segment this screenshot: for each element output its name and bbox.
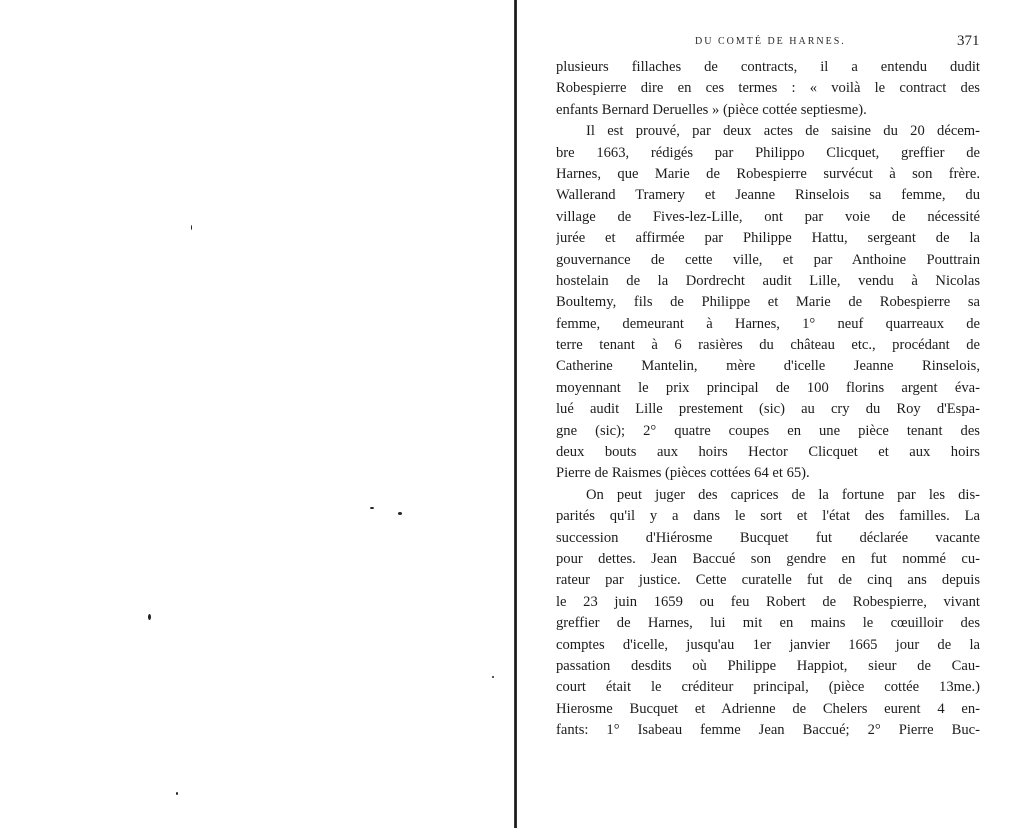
- text-line: pour dettes. Jean Baccué son gendre en fut nommé cu-: [556, 550, 980, 567]
- text-line: Hierosme Bucquet et Adrienne de Chelers eurent 4 en-: [556, 700, 980, 717]
- text-line: moyennant le prix principal de 100 florins argent éva-: [556, 379, 980, 396]
- text-line: court était le créditeur principal, (pièce cottée 13me.): [556, 679, 980, 696]
- text-line: le 23 juin 1659 ou feu Robert de Robespierre, vivant: [556, 593, 980, 610]
- ink-speck: [398, 512, 402, 515]
- text-line: lué audit Lille prestement (sic) au cry du Roy d'Espa-: [556, 401, 980, 418]
- text-line: Catherine Mantelin, mère d'icelle Jeanne Rinselois,: [556, 358, 980, 375]
- ink-speck: [370, 507, 374, 509]
- text-line: femme, demeurant à Harnes, 1° neuf quarreaux de: [556, 315, 980, 332]
- text-line: comptes d'icelle, jusqu'au 1er janvier 1665 jour de la: [556, 636, 980, 653]
- text-line: terre tenant à 6 rasières du château etc., procédant de: [556, 337, 980, 354]
- text-line: deux bouts aux hoirs Hector Clicquet et aux hoirs: [556, 444, 980, 461]
- ink-speck: [176, 792, 178, 795]
- text-line: Boultemy, fils de Philippe et Marie de Robespierre sa: [556, 294, 980, 311]
- text-line: enfants Bernard Deruelles » (pièce cottée septiesme).: [556, 101, 867, 118]
- text-line: Pierre de Raismes (pièces cottées 64 et 65).: [556, 465, 810, 482]
- text-line: plusieurs fillaches de contracts, il a entendu dudit: [556, 59, 980, 75]
- text-line: gne (sic); 2° quatre coupes en une pièce tenant des: [556, 422, 980, 439]
- body-text: [556, 57, 980, 742]
- text-line: succession d'Hiérosme Bucquet fut déclarée vacante: [556, 529, 980, 546]
- text-line: village de Fives-lez-Lille, ont par voie de nécessité: [556, 208, 980, 225]
- text-line: greffier de Harnes, lui mit en mains le cœuilloir des: [556, 615, 980, 632]
- page-number: 371: [957, 33, 980, 49]
- text-line: Harnes, que Marie de Robespierre survécut à son frère.: [556, 165, 980, 182]
- text-line: gouvernance de cette ville, et par Anthoine Pouttrain: [556, 251, 980, 268]
- text-line: bre 1663, rédigés par Philippo Clicquet, greffier de: [556, 144, 980, 161]
- text-line: Il est prouvé, par deux actes de saisine du 20 décem-: [586, 123, 980, 140]
- ink-speck: [148, 614, 151, 620]
- text-line: Robespierre dire en ces termes : « voilà le contract des: [556, 80, 980, 97]
- text-line: On peut juger des caprices de la fortune par les dis-: [586, 486, 980, 503]
- ink-speck: [191, 225, 192, 230]
- text-line: jurée et affirmée par Philippe Hattu, sergeant de la: [556, 230, 980, 247]
- text-line: fants: 1° Isabeau femme Jean Baccué; 2° Pierre Buc-: [556, 722, 980, 739]
- text-line: Wallerand Tramery et Jeanne Rinselois sa femme, du: [556, 187, 980, 204]
- ink-speck: [492, 676, 494, 678]
- text-line: rateur par justice. Cette curatelle fut de cinq ans depuis: [556, 572, 980, 589]
- text-line: passation desdits où Philippe Happiot, sieur de Cau-: [556, 657, 980, 674]
- right-page: [517, 0, 1024, 828]
- text-line: hostelain de la Dordrecht audit Lille, vendu à Nicolas: [556, 272, 980, 289]
- text-line: parités qu'il y a dans le sort et l'état des familles. La: [556, 508, 980, 525]
- running-head: DU COMTÉ DE HARNES.: [695, 36, 846, 47]
